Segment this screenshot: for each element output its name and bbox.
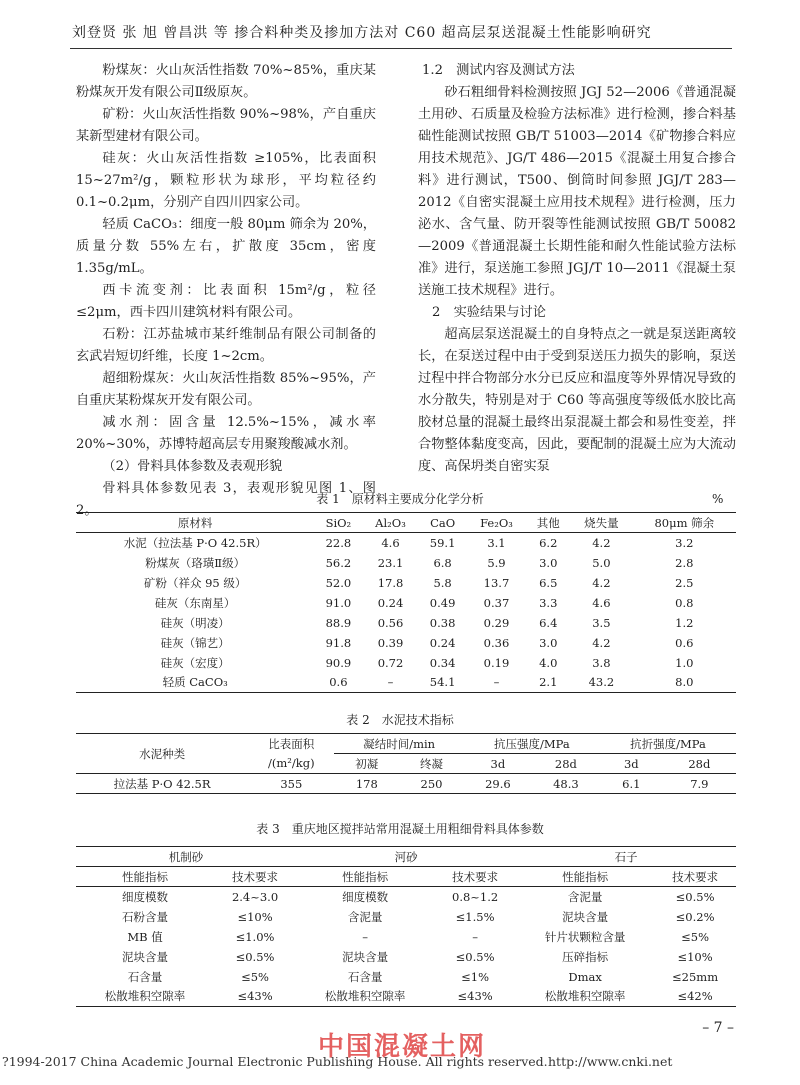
table-cell: 91.0 — [325, 595, 352, 610]
table-cell: 松散堆积空隙率 — [324, 989, 406, 1004]
table-cell: ≤0.5% — [235, 949, 275, 964]
table-cell: 细度模数 — [342, 889, 389, 904]
table-group-header: 石子 — [614, 849, 638, 864]
table-cell: 拉法基 P·O 42.5R — [113, 776, 211, 791]
table-cell: 4.6 — [381, 535, 400, 550]
table-cell: 4.6 — [592, 595, 611, 610]
table-cell: 6.8 — [433, 555, 452, 570]
table-header: Fe₂O₃ — [480, 515, 513, 530]
table-header: 3d — [490, 756, 506, 771]
paragraph: 超细粉煤灰：火山灰活性指数 85%~95%，产自重庆某粉煤灰开发有限公司。 — [76, 371, 376, 408]
table-header: CaO — [430, 515, 456, 530]
table-cell: 5.8 — [433, 575, 452, 590]
table-cell: 91.8 — [325, 635, 352, 650]
table-cell: 硅灰（宏度） — [160, 655, 230, 670]
paragraph: 矿粉：火山灰活性指数 90%~98%，产自重庆某新型建材有限公司。 — [76, 107, 376, 144]
table-header: SiO₂ — [325, 515, 352, 530]
table-cell: 17.8 — [377, 575, 404, 590]
table-cell: 0.24 — [377, 595, 404, 610]
table-header: 水泥种类 — [76, 734, 248, 774]
table-cell: 松散堆积空隙率 — [544, 989, 626, 1004]
table-row — [76, 887, 736, 907]
table-cell: 0.34 — [429, 655, 456, 670]
paragraph: 轻质 CaCO₃：细度一般 80μm 筛余为 20%，质量分数 55%左右，扩散度 35cm，密度 1.35g/mL。 — [76, 217, 376, 276]
table-row — [76, 633, 736, 653]
table-header: 28d — [554, 756, 577, 771]
table-cell: 含泥量 — [347, 909, 383, 924]
table-cell: 6.2 — [539, 535, 558, 550]
table-row — [76, 673, 736, 693]
table-cell: 硅灰（明凌） — [160, 615, 230, 630]
table-cell: ≤1.0% — [235, 929, 275, 944]
table-header: 性能指标 — [562, 869, 609, 884]
table-cell: – — [493, 675, 500, 690]
table-header: 技术要求 — [672, 869, 719, 884]
table-header: 3d — [623, 756, 639, 771]
table-cell: 0.19 — [483, 655, 510, 670]
table-cell: 8.0 — [675, 675, 694, 690]
table2 — [76, 733, 736, 794]
table-cell: 56.2 — [325, 555, 352, 570]
table-header: Al₂O₃ — [375, 515, 406, 530]
header-rule — [70, 48, 732, 49]
table-cell: 88.9 — [325, 615, 352, 630]
table-header: 比表面积 — [268, 736, 315, 751]
table-cell: 水泥（拉法基 P·O 42.5R） — [123, 535, 267, 550]
right-column — [418, 60, 736, 478]
table-row — [76, 653, 736, 673]
table-cell: 石含量 — [127, 969, 163, 984]
table-cell: 硅灰（锦艺） — [160, 635, 230, 650]
table-header: 初凝 — [355, 756, 379, 771]
table-header: 抗压强度/MPa — [464, 734, 600, 754]
paragraph: 西卡流变剂：比表面积 15m²/g，粒径≤2μm，西卡四川建筑材料有限公司。 — [76, 283, 376, 320]
table-cell: MB 值 — [127, 929, 163, 944]
table-cell: 0.38 — [429, 615, 456, 630]
table-cell: 0.37 — [483, 595, 510, 610]
section-title: 2 实验结果与讨论 — [432, 305, 546, 320]
table-cell: 1.2 — [675, 615, 694, 630]
table-cell: 23.1 — [377, 555, 404, 570]
table-cell: 5.9 — [487, 555, 506, 570]
paragraph: 超高层泵送混凝土的自身特点之一就是泵送距离较长，在泵送过程中由于受到泵送压力损失的影响，泵送过程中拌合物部分水分已反应和温度等外界情况导致的水分散失，特别是对于 C60 等高强度等级低水胶比高胶材总量的混凝土最终出泵混凝土都会和易性变差，拌合物整体黏度变高，因此，要配制的混凝土应为大流动度、高保坍类自密实泵 — [418, 327, 736, 474]
table-cell: – — [387, 675, 394, 690]
running-header: 刘登贤 张 旭 曾昌洪 等 掺合料种类及掺加方法对 C60 超高层泵送混凝土性能影响研究 — [72, 25, 652, 41]
table-header: 性能指标 — [122, 869, 169, 884]
table-cell: ≤1.5% — [455, 909, 495, 924]
table-row — [76, 907, 736, 927]
table-header: 其他 — [536, 515, 560, 530]
table-cell: 54.1 — [429, 675, 456, 690]
table-cell: 泥块含量 — [122, 949, 169, 964]
table-cell: 轻质 CaCO₃ — [162, 675, 228, 690]
paragraph: 粉煤灰：火山灰活性指数 70%~85%，重庆某粉煤灰开发有限公司Ⅱ级原灰。 — [76, 63, 376, 100]
table-cell: 1.0 — [675, 655, 694, 670]
table-header: 烧失量 — [584, 515, 619, 530]
table-row — [76, 533, 736, 553]
table1-title: 表 1 原材料主要成分化学分析 — [316, 492, 484, 506]
table-cell: 3.1 — [487, 535, 506, 550]
table-cell: 3.2 — [675, 535, 694, 550]
table-cell: 43.2 — [588, 675, 615, 690]
table-cell: 90.9 — [325, 655, 352, 670]
table-cell: – — [472, 929, 478, 944]
table-header: 凝结时间/min — [334, 734, 463, 754]
table-cell: 石粉含量 — [122, 909, 169, 924]
table-cell: 22.8 — [325, 535, 352, 550]
table-cell: 7.9 — [690, 776, 709, 791]
table1 — [76, 512, 736, 693]
table-cell: ≤0.5% — [675, 889, 715, 904]
paragraph: 硅灰：火山灰活性指数 ≥105%，比表面积 15~27m²/g，颗粒形状为球形，平均粒径约 0.1~0.2μm，分别产自四川四家公司。 — [76, 151, 376, 210]
table-cell: ≤42% — [677, 989, 713, 1004]
table-cell: ≤43% — [237, 989, 273, 1004]
table-cell: 52.0 — [325, 575, 352, 590]
table-cell: 5.0 — [592, 555, 611, 570]
table-row — [76, 573, 736, 593]
watermark: 中国混凝土网 — [318, 1032, 487, 1062]
table-cell: 6.4 — [539, 615, 558, 630]
table-cell: 4.2 — [592, 535, 611, 550]
table-cell: 0.36 — [483, 635, 510, 650]
table-header: 性能指标 — [342, 869, 389, 884]
table-cell: 355 — [280, 776, 303, 791]
table-cell: ≤1% — [461, 969, 490, 984]
table-header: 80μm 筛余 — [654, 515, 715, 530]
table-row — [76, 967, 736, 987]
table-cell: – — [362, 929, 368, 944]
table-cell: 含泥量 — [567, 889, 603, 904]
table-cell: 3.3 — [539, 595, 558, 610]
table-header: 原材料 — [177, 515, 213, 530]
table-header: 终凝 — [420, 756, 444, 771]
table-row — [76, 927, 736, 947]
table-cell: 48.3 — [553, 776, 579, 791]
table-row — [76, 613, 736, 633]
table3 — [76, 846, 736, 1007]
source-url: http://www.cnki.net — [548, 1054, 673, 1069]
table-cell: 0.29 — [483, 615, 510, 630]
table-cell: 石含量 — [347, 969, 383, 984]
table-cell: 0.8 — [675, 595, 694, 610]
table-cell: 2.4~3.0 — [231, 889, 279, 904]
table-header: /(m²/kg) — [268, 756, 315, 771]
table-cell: 2.5 — [675, 575, 694, 590]
left-column — [76, 60, 376, 522]
table-cell: 0.6 — [675, 635, 694, 650]
table-header: 技术要求 — [452, 869, 499, 884]
table-cell: 松散堆积空隙率 — [104, 989, 186, 1004]
table-cell: 4.2 — [592, 635, 611, 650]
table-cell: 泥块含量 — [342, 949, 389, 964]
table2-title: 表 2 水泥技术指标 — [346, 713, 454, 727]
table-cell: 0.39 — [377, 635, 404, 650]
paragraph: 砂石粗细骨料检测按照 JGJ 52—2006《普通混凝土用砂、石质量及检验方法标准》进行检测，掺合料基础性能测试按照 GB/T 51003—2014《矿物掺合料应用技术规范》、JG/T 486—2015《混凝土用复合掺合料》进行测试，T500、倒筒时间参照 JGJ/T 283—2012《自密实混凝土应用技术规程》进行检测，压力泌水、含气量、防开裂等性能测试按照 GB/T 50082—2009《普通混凝土长期性能和耐久性能试验方法标准》进行，泵送施工参照 JGJ/T 10—2011《混凝土泵送施工技术规程》进行。 — [418, 85, 736, 298]
table1-unit: % — [712, 492, 724, 506]
page-number: – 7 – — [702, 1020, 734, 1036]
table-cell: 3.0 — [539, 555, 558, 570]
table-cell: 13.7 — [483, 575, 510, 590]
table-cell: 4.0 — [539, 655, 558, 670]
table-cell: ≤10% — [677, 949, 713, 964]
table-cell: ≤5% — [681, 929, 710, 944]
table-cell: 粉煤灰（珞璜Ⅱ级） — [145, 555, 246, 570]
paragraph: 减水剂：固含量 12.5%~15%，减水率 20%~30%，苏博特超高层专用聚羧酸减水剂。 — [76, 415, 376, 452]
table-cell: 0.6 — [329, 675, 348, 690]
table-cell: Dmax — [568, 969, 602, 984]
table-cell: 6.1 — [622, 776, 641, 791]
table-row — [76, 947, 736, 967]
subsection-title: （2）骨料具体参数及表观形貌 — [102, 459, 283, 474]
table-group-header: 机制砂 — [168, 849, 204, 864]
table-row — [76, 987, 736, 1007]
table-cell: 针片状颗粒含量 — [544, 929, 626, 944]
table-cell: 2.1 — [539, 675, 558, 690]
table-cell: ≤0.2% — [675, 909, 715, 924]
table-cell: 0.72 — [377, 655, 404, 670]
section-title: 1.2 测试内容及测试方法 — [422, 63, 575, 78]
table-header: 28d — [688, 756, 711, 771]
paragraph: 骨料具体参数见表 3，表观形貌见图 1、图 2。 — [76, 481, 376, 518]
table-cell: 59.1 — [429, 535, 456, 550]
table-cell: 3.0 — [539, 635, 558, 650]
table-cell: 0.56 — [377, 615, 404, 630]
table-cell: 0.8~1.2 — [452, 889, 499, 904]
table-cell: 4.2 — [592, 575, 611, 590]
table-cell: 矿粉（祥众 95 级） — [143, 575, 247, 590]
table-cell: 3.5 — [592, 615, 611, 630]
table-group-header: 河砂 — [394, 849, 418, 864]
table-cell: 178 — [355, 776, 378, 791]
table-cell: 压碎指标 — [562, 949, 609, 964]
table-cell: 2.8 — [675, 555, 694, 570]
table-cell: ≤0.5% — [455, 949, 495, 964]
table-cell: 3.8 — [592, 655, 611, 670]
table-cell: ≤10% — [237, 909, 273, 924]
table-cell: ≤43% — [457, 989, 493, 1004]
paragraph: 石粉：江苏盐城市某纤维制品有限公司制备的玄武岩短切纤维，长度 1~2cm。 — [76, 327, 376, 364]
table-cell: 29.6 — [485, 776, 511, 791]
table-cell: ≤5% — [241, 969, 269, 984]
table-row — [76, 553, 736, 573]
copyright-notice: ?1994-2017 China Academic Journal Electronic Publishing House. All rights reserved. — [2, 1054, 548, 1069]
table-cell: ≤25mm — [672, 969, 719, 984]
table-cell: 硅灰（东南星） — [154, 595, 236, 610]
table-cell: 0.24 — [429, 635, 456, 650]
table-cell: 细度模数 — [122, 889, 169, 904]
table-cell: 250 — [420, 776, 443, 791]
table-header: 抗折强度/MPa — [600, 734, 736, 754]
table-row — [76, 593, 736, 613]
table-cell: 0.49 — [429, 595, 456, 610]
table3-title: 表 3 重庆地区搅拌站常用混凝土用粗细骨料具体参数 — [256, 822, 544, 836]
table-cell: 泥块含量 — [562, 909, 609, 924]
table-cell: 6.5 — [539, 575, 558, 590]
table-header: 技术要求 — [232, 869, 279, 884]
